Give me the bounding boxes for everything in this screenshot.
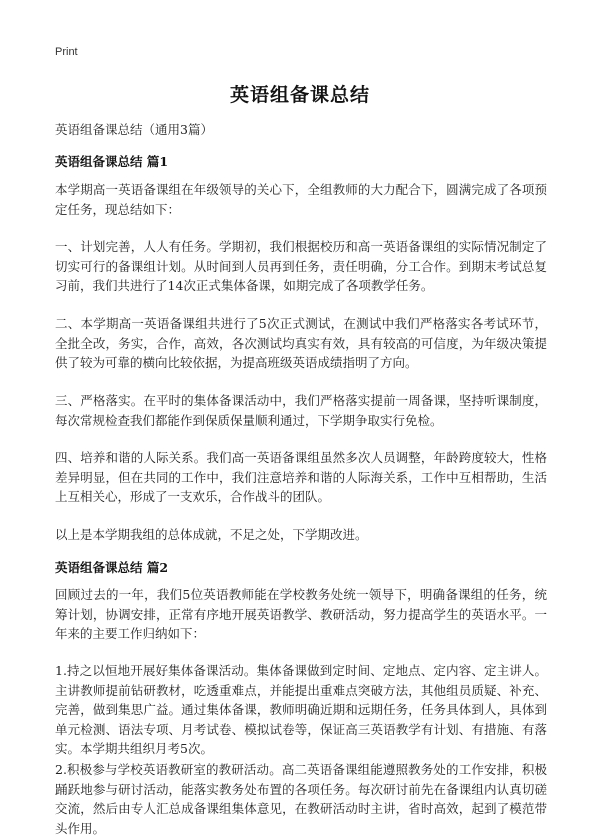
section-2-paragraph-2: 1.持之以恒地开展好集体备课活动。集体备课做到定时间、定地点、定内容、定主讲人。主讲教师提前钻研教材，吃透重难点，并能提出重难点突破方法，其他组员质疑、补充、完善，做到集思广益。通过集体备课，教师明确近期和远期任务，任务具体到人，具体到单元检测、语法专项、月考试卷、模拟试卷等，保证高三英语教学有计划、有措施、有落实。本学期共组织月考5次。 bbox=[55, 663, 547, 756]
document-subtitle: 英语组备课总结（通用3篇） bbox=[55, 122, 213, 137]
section-1-paragraph-3: 二、本学期高一英语备课组共进行了5次正式测试，在测试中我们严格落实各考试环节，全批全改，务实，合作，高效，各次测试均真实有效，具有较高的可信度，为年级决策提供了较为可靠的横向比较依据，为提高班级英语成绩指明了方向。 bbox=[55, 316, 547, 370]
section-1-paragraph-6: 以上是本学期我组的总体成就，不足之处，下学期改进。 bbox=[55, 527, 368, 542]
print-link[interactable]: Print bbox=[55, 46, 78, 58]
section-1-paragraph-1: 本学期高一英语备课组在年级领导的关心下，全组教师的大力配合下，圆满完成了各项预定任务，现总结如下： bbox=[55, 182, 547, 217]
page-title: 英语组备课总结 bbox=[229, 84, 370, 106]
section-heading-2: 英语组备课总结 篇2 bbox=[55, 560, 169, 575]
section-1-paragraph-5: 四、培养和谐的人际关系。我们高一英语备课组虽然多次人员调整，年龄跨度较大，性格差异明显，但在共同的工作中，我们注意培养和谐的人际海关系，工作中互相帮助，生活上互相关心，形成了一支欢乐，合作战斗的团队。 bbox=[55, 450, 547, 504]
section-1-paragraph-4: 三、严格落实。在平时的集体备课活动中，我们严格落实提前一周备课，坚持听课制度，每次常规检查我们都能作到保质保量顺利通过，下学期争取实行免检。 bbox=[55, 393, 547, 428]
section-2-paragraph-3: 2.积极参与学校英语教研室的教研活动。高二英语备课组能遵照教务处的工作安排，积极踊跃地参与研讨活动，能落实教务处布置的各项任务。每次研讨前先在备课组内认真切磋交流，然后由专人汇总成备课组集体意见，在教研活动时主讲，省时高效，起到了模范带头作用。 bbox=[55, 762, 547, 836]
section-1-paragraph-2: 一、计划完善，人人有任务。学期初，我们根据校历和高一英语备课组的实际情况制定了切实可行的备课组计划。从时间到人员再到任务，责任明确，分工合作。到期末考试总复习前，我们共进行了14次正式集体备课，如期完成了各项教学任务。 bbox=[55, 239, 547, 293]
section-heading-1: 英语组备课总结 篇1 bbox=[55, 154, 169, 169]
section-2-paragraph-1: 回顾过去的一年，我们5位英语教师能在学校教务处统一领导下，明确备课组的任务，统筹计划，协调安排，正常有序地开展英语教学、教研活动，努力提高学生的英语水平。一年来的主要工作归纳如下： bbox=[55, 587, 547, 641]
